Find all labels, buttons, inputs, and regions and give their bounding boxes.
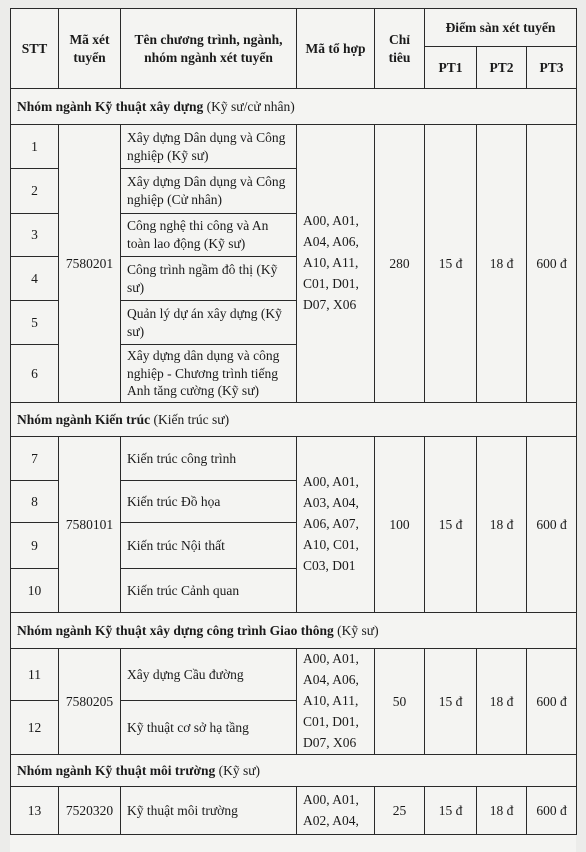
admissions-table	[10, 8, 577, 835]
row-stt: 5	[11, 301, 59, 345]
row-stt: 12	[11, 701, 59, 755]
threshold-pt1: 15 đ	[425, 787, 477, 835]
threshold-pt2: 18 đ	[477, 787, 527, 835]
program-name: Kiến trúc Đồ họa	[121, 481, 297, 523]
threshold-pt1: 15 đ	[425, 437, 477, 613]
header-combos: Mã tổ hợp	[297, 9, 375, 89]
group-title	[11, 89, 577, 125]
threshold-pt3: 600 đ	[527, 437, 577, 613]
subject-combos: A00, A01, A04, A06, A10, A11, C01, D01, D07, X06	[297, 649, 375, 755]
program-name: Xây dựng Dân dụng và Công nghiệp (Cử nhân)	[121, 169, 297, 214]
row-stt: 3	[11, 214, 59, 257]
group-title-bold: Nhóm ngành Kỹ thuật xây dựng	[17, 98, 204, 114]
quota: 25	[375, 787, 425, 835]
program-name: Xây dựng dân dụng và công nghiệp - Chương trình tiếng Anh tăng cường (Kỹ sư)	[121, 345, 297, 403]
program-name: Kỹ thuật môi trường	[121, 787, 297, 835]
group-title-bold: Nhóm ngành Kiến trúc	[17, 411, 151, 427]
quota: 280	[375, 125, 425, 403]
program-name: Kiến trúc Nội thất	[121, 523, 297, 569]
group-title	[11, 755, 577, 787]
group-header-row	[11, 755, 577, 787]
header-stt: STT	[11, 9, 59, 89]
table-header	[11, 9, 577, 89]
group-header-row	[11, 613, 577, 649]
threshold-pt1: 15 đ	[425, 125, 477, 403]
group-title-qualifier: (Kiến trúc sư)	[150, 411, 230, 427]
threshold-pt3: 600 đ	[527, 787, 577, 835]
table-body	[11, 89, 577, 835]
subject-combos: A00, A01, A03, A04, A06, A07, A10, C01, C03, D01	[297, 437, 375, 613]
quota: 100	[375, 437, 425, 613]
header-pt2: PT2	[477, 47, 527, 89]
row-stt: 6	[11, 345, 59, 403]
group-header-row	[11, 89, 577, 125]
header-pt3: PT3	[527, 47, 577, 89]
program-code: 7520320	[59, 787, 121, 835]
program-name: Kiến trúc công trình	[121, 437, 297, 481]
program-name: Công trình ngầm đô thị (Kỹ sư)	[121, 257, 297, 301]
header-code: Mã xét tuyển	[59, 9, 121, 89]
table-row	[11, 125, 577, 169]
header-threshold: Điểm sàn xét tuyển	[425, 9, 577, 47]
program-name: Quản lý dự án xây dựng (Kỹ sư)	[121, 301, 297, 345]
row-stt: 10	[11, 569, 59, 613]
program-name: Kiến trúc Cảnh quan	[121, 569, 297, 613]
table-row	[11, 649, 577, 701]
table-row	[11, 437, 577, 481]
program-name: Công nghệ thi công và An toàn lao động (Kỹ sư)	[121, 214, 297, 257]
subject-combos: A00, A01, A02, A04,	[297, 787, 375, 835]
quota: 50	[375, 649, 425, 755]
header-pt1: PT1	[425, 47, 477, 89]
row-stt: 1	[11, 125, 59, 169]
document-page	[10, 8, 576, 852]
header-quota: Chỉ tiêu	[375, 9, 425, 89]
threshold-pt2: 18 đ	[477, 649, 527, 755]
group-title-bold: Nhóm ngành Kỹ thuật xây dựng công trình Giao thông	[17, 622, 334, 638]
program-name: Xây dựng Dân dụng và Công nghiệp (Kỹ sư)	[121, 125, 297, 169]
row-stt: 11	[11, 649, 59, 701]
program-name: Xây dựng Cầu đường	[121, 649, 297, 701]
group-title-qualifier: (Kỹ sư)	[215, 762, 261, 778]
header-program: Tên chương trình, ngành, nhóm ngành xét tuyển	[121, 9, 297, 89]
group-title-bold: Nhóm ngành Kỹ thuật môi trường	[17, 762, 216, 778]
program-code: 7580101	[59, 437, 121, 613]
group-title	[11, 403, 577, 437]
threshold-pt2: 18 đ	[477, 125, 527, 403]
group-title-qualifier: (Kỹ sư/cử nhân)	[203, 98, 295, 114]
program-name: Kỹ thuật cơ sở hạ tầng	[121, 701, 297, 755]
row-stt: 4	[11, 257, 59, 301]
threshold-pt1: 15 đ	[425, 649, 477, 755]
subject-combos: A00, A01, A04, A06, A10, A11, C01, D01, D07, X06	[297, 125, 375, 403]
row-stt: 9	[11, 523, 59, 569]
row-stt: 7	[11, 437, 59, 481]
threshold-pt3: 600 đ	[527, 125, 577, 403]
row-stt: 8	[11, 481, 59, 523]
row-stt: 13	[11, 787, 59, 835]
threshold-pt2: 18 đ	[477, 437, 527, 613]
program-code: 7580201	[59, 125, 121, 403]
row-stt: 2	[11, 169, 59, 214]
table-row	[11, 787, 577, 835]
program-code: 7580205	[59, 649, 121, 755]
threshold-pt3: 600 đ	[527, 649, 577, 755]
group-title	[11, 613, 577, 649]
group-title-qualifier: (Kỹ sư)	[333, 622, 379, 638]
group-header-row	[11, 403, 577, 437]
